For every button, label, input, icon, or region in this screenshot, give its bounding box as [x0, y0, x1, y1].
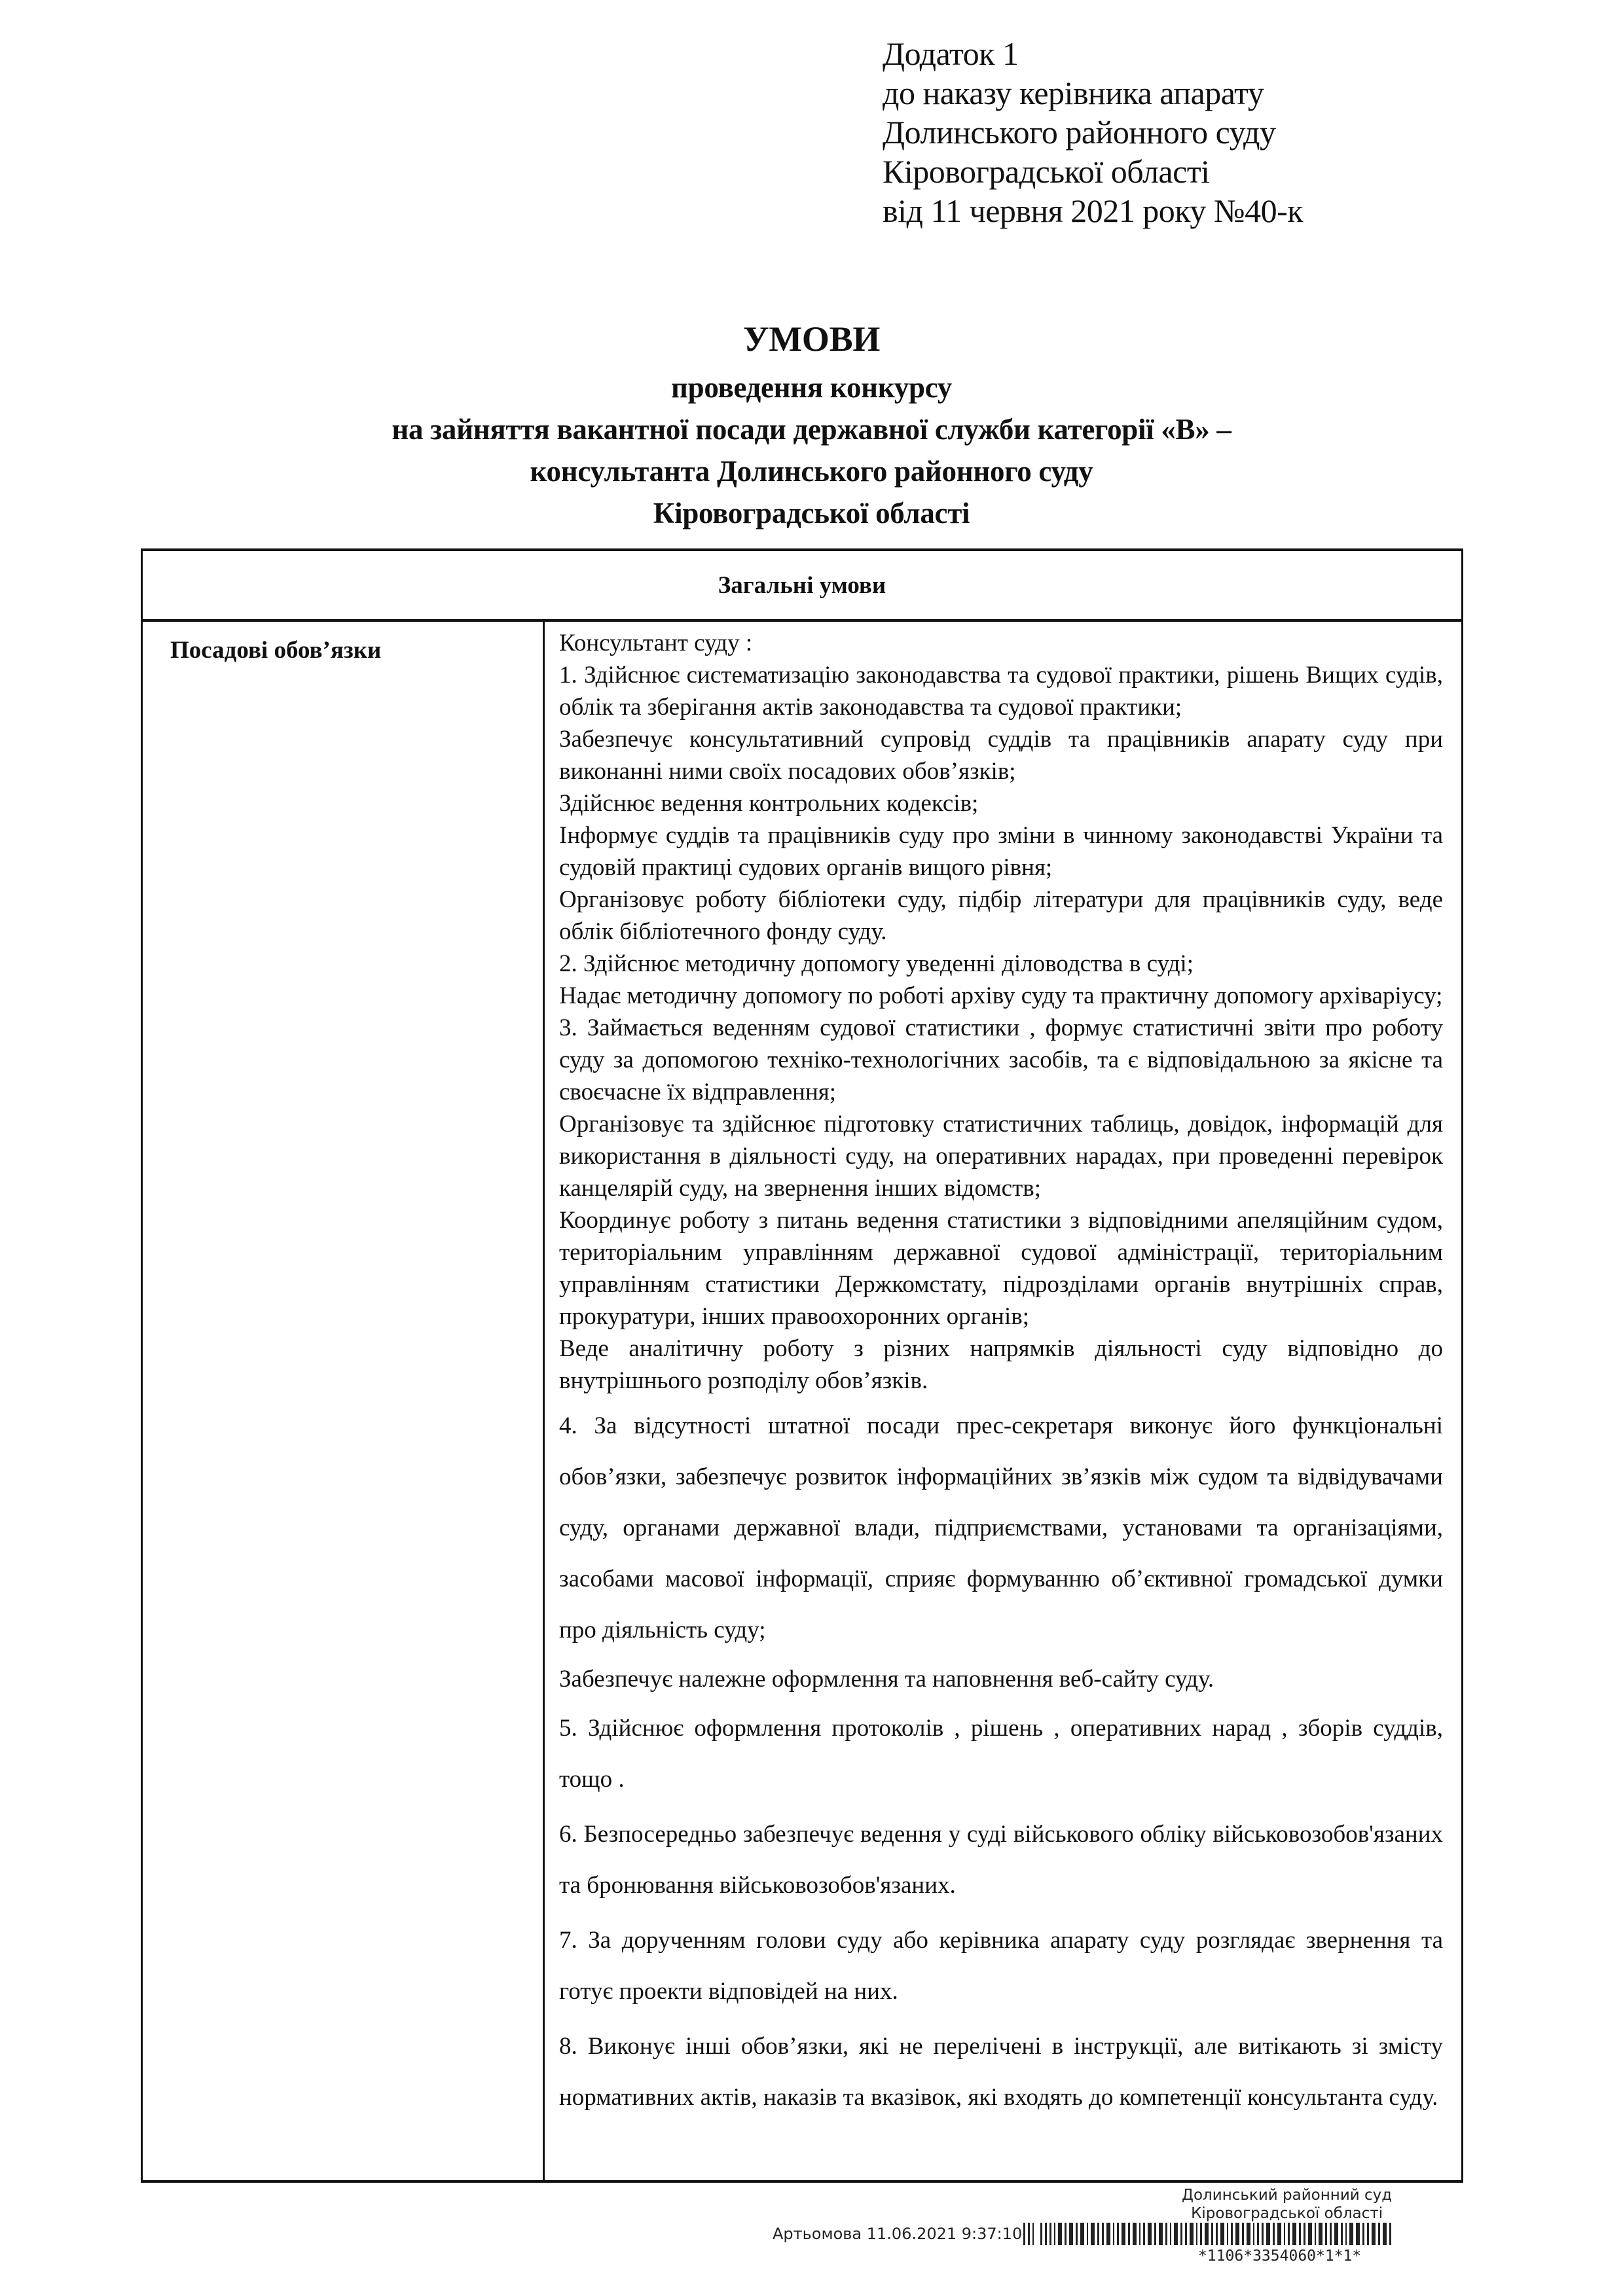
- title-line: Кіровоградської області: [653, 497, 970, 529]
- table-row: [143, 622, 1461, 2180]
- duty-paragraph: Організовує та здійснює підготовку статистичних таблиць, довідок, інформацій для використання в діяльності суду, на оперативних нарадах, при проведенні перевірок канцелярій суду, на звернення інших відомств;: [559, 1111, 1443, 1202]
- annex-reference: [883, 34, 1303, 230]
- duty-paragraph: 6. Безпосередньо забезпечує ведення у суді військового обліку військовозобов'язаних та бронювання військовозобов'язаних.: [559, 1821, 1443, 1899]
- annex-line: Кіровоградської області: [883, 153, 1210, 190]
- duty-paragraph: 1. Здійснює систематизацію законодавства та судової практики, рішень Вищих судів, облік та зберігання актів законодавства та судової практики;: [559, 662, 1443, 721]
- duty-paragraph: 4. За відсутності штатної посади прес-секретаря виконує його функціональні обов’язки, забезпечує розвиток інформаційних зв’язків між судом та відвідувачами суду, органами державної влади, підприємствами, установами та організаціями, засобами масової інформації, сприяє формуванню об’єктивної громадської думки про діяльність суду;: [559, 1412, 1443, 1643]
- title-line: консультанта Долинського районного суду: [530, 455, 1093, 488]
- annex-line: до наказу керівника апарату: [883, 75, 1264, 111]
- table-header: Загальні умови: [143, 551, 1461, 622]
- stamp-line: Кіровоградської області: [1191, 2205, 1383, 2222]
- duty-paragraph: Координує роботу з питань ведення статистики з відповідними апеляційним судом, територіальним управлінням державної судової адміністрації, територіальним управлінням статистики Держкомстату, підрозділами органів внутрішніх справ, прокуратури, інших правоохоронних органів;: [559, 1207, 1443, 1330]
- annex-line: від 11 червня 2021 року №40-к: [883, 192, 1304, 229]
- duties-list-loose: [559, 1401, 1443, 2123]
- row-content-cell: [545, 622, 1461, 2180]
- registration-text: Артьомова 11.06.2021 9:37:10: [773, 2225, 1023, 2243]
- duty-paragraph: 7. За дорученням голови суду або керівника апарату суду розглядає звернення та готує проекти відповідей на них.: [559, 1927, 1443, 2005]
- title-main: УМОВИ: [742, 319, 881, 359]
- registration-line: [773, 2223, 1394, 2245]
- conditions-table: [141, 548, 1463, 2183]
- duty-paragraph: Веде аналітичну роботу з різних напрямків діяльності суду відповідно до внутрішнього розподілу обов’язків.: [559, 1335, 1443, 1394]
- duty-paragraph: 3. Займається веденням судової статистики , формує статистичні звіти про роботу суду за допомогою техніко-технологічних засобів, та є відповідальною за якісне та своєчасне їх відправлення;: [559, 1014, 1443, 1105]
- court-stamp: [1182, 2186, 1392, 2223]
- title-line: на зайняття вакантної посади державної служби категорії «В» –: [392, 413, 1231, 446]
- duty-paragraph: 8. Виконує інші обов’язки, які не перелічені в інструкції, але витікають зі змісту нормативних актів, наказів та вказівок, які входять до компетенції консультанта суду.: [559, 2033, 1443, 2111]
- duty-paragraph: Інформує суддів та працівників суду про зміни в чинному законодавстві України та судовій практиці судових органів вищого рівня;: [559, 822, 1443, 881]
- row-label: Посадові обов’язки: [170, 637, 382, 664]
- barcode-number: *1106*3354060*1*1*: [1198, 2248, 1362, 2265]
- duty-paragraph: Забезпечує належне оформлення та наповнення веб-сайту суду.: [559, 1666, 1214, 1693]
- row-label-cell: [143, 622, 545, 2180]
- duty-paragraph: Організовує роботу бібліотеки суду, підбір літератури для працівників суду, веде облік бібліотечного фонду суду.: [559, 886, 1443, 945]
- barcode-icon: [1023, 2223, 1394, 2245]
- duty-paragraph: 5. Здійснює оформлення протоколів , рішень , оперативних нарад , зборів суддів, тощо .: [559, 1715, 1443, 1793]
- title-line: проведення конкурсу: [671, 371, 952, 404]
- duties-list-dense: [559, 627, 1443, 1397]
- duty-paragraph: Здійснює ведення контрольних кодексів;: [559, 790, 979, 817]
- annex-line: Долинського районного суду: [883, 114, 1276, 151]
- annex-line: Додаток 1: [883, 35, 1019, 72]
- duty-paragraph: 2. Здійснює методичну допомогу уведенні діловодства в суді;: [559, 950, 1194, 977]
- duty-paragraph: Надає методичну допомогу по роботі архіву суду та практичну допомогу архіваріусу;: [559, 982, 1443, 1009]
- duty-paragraph: Забезпечує консультативний супровід суддів та працівників апарату суду при виконанні ними своїх посадових обов’язків;: [559, 726, 1443, 785]
- stamp-line: Долинський районний суд: [1182, 2187, 1393, 2204]
- document-title: [0, 314, 1623, 534]
- duty-paragraph: Консультант суду :: [559, 630, 753, 656]
